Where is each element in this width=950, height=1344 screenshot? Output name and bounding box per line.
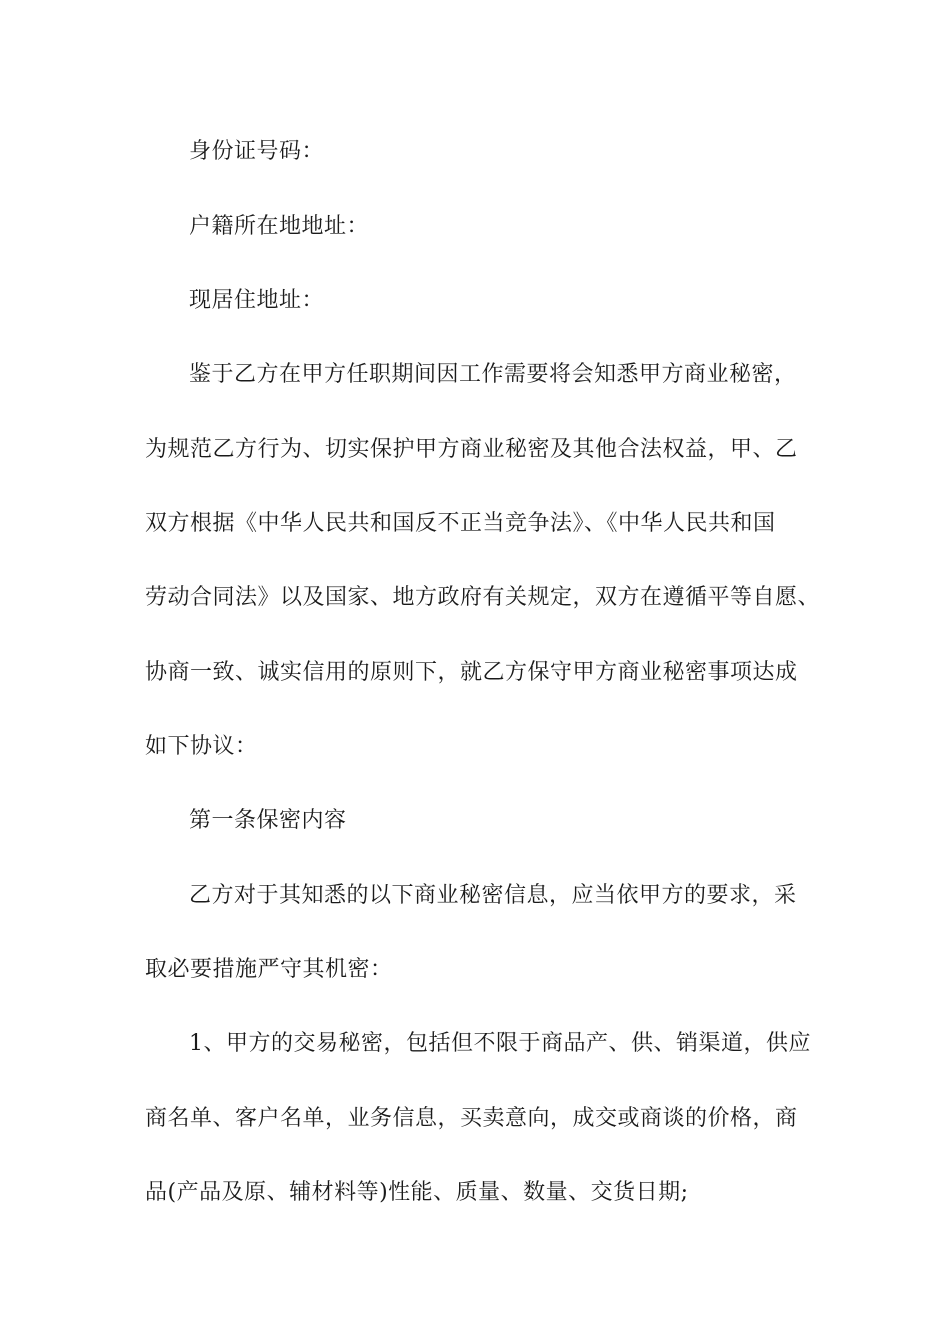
article-1-line-2: 取必要措施严守其机密： xyxy=(145,957,393,982)
preamble-line-1: 鉴于乙方在甲方任职期间因工作需要将会知悉甲方商业秘密， xyxy=(189,362,797,387)
household-address-label: 户籍所在地地址： xyxy=(189,214,370,239)
item-1-line-2: 商名单、客户名单，业务信息，买卖意向，成交或商谈的价格，商 xyxy=(145,1106,798,1131)
preamble-line-6: 如下协议： xyxy=(145,734,258,759)
preamble-line-5: 协商一致、诚实信用的原则下，就乙方保守甲方商业秘密事项达成 xyxy=(145,660,798,685)
item-1-line-1: 1、甲方的交易秘密，包括但不限于商品产、供、销渠道，供应 xyxy=(189,1031,811,1056)
article-1-line-1: 乙方对于其知悉的以下商业秘密信息，应当依甲方的要求，采 xyxy=(189,883,797,908)
preamble-line-3: 双方根据《中华人民共和国反不正当竞争法》、《中华人民共和国 xyxy=(145,511,776,536)
article-1-heading: 第一条保密内容 xyxy=(189,808,347,833)
preamble-line-4: 劳动合同法》以及国家、地方政府有关规定，双方在遵循平等自愿、 xyxy=(145,585,821,610)
id-number-label: 身份证号码： xyxy=(189,139,325,164)
preamble-line-2: 为规范乙方行为、切实保护甲方商业秘密及其他合法权益，甲、乙 xyxy=(145,437,798,462)
current-address-label: 现居住地址： xyxy=(189,288,325,313)
item-1-line-3: 品(产品及原、辅材料等)性能、质量、数量、交货日期; xyxy=(145,1180,689,1205)
